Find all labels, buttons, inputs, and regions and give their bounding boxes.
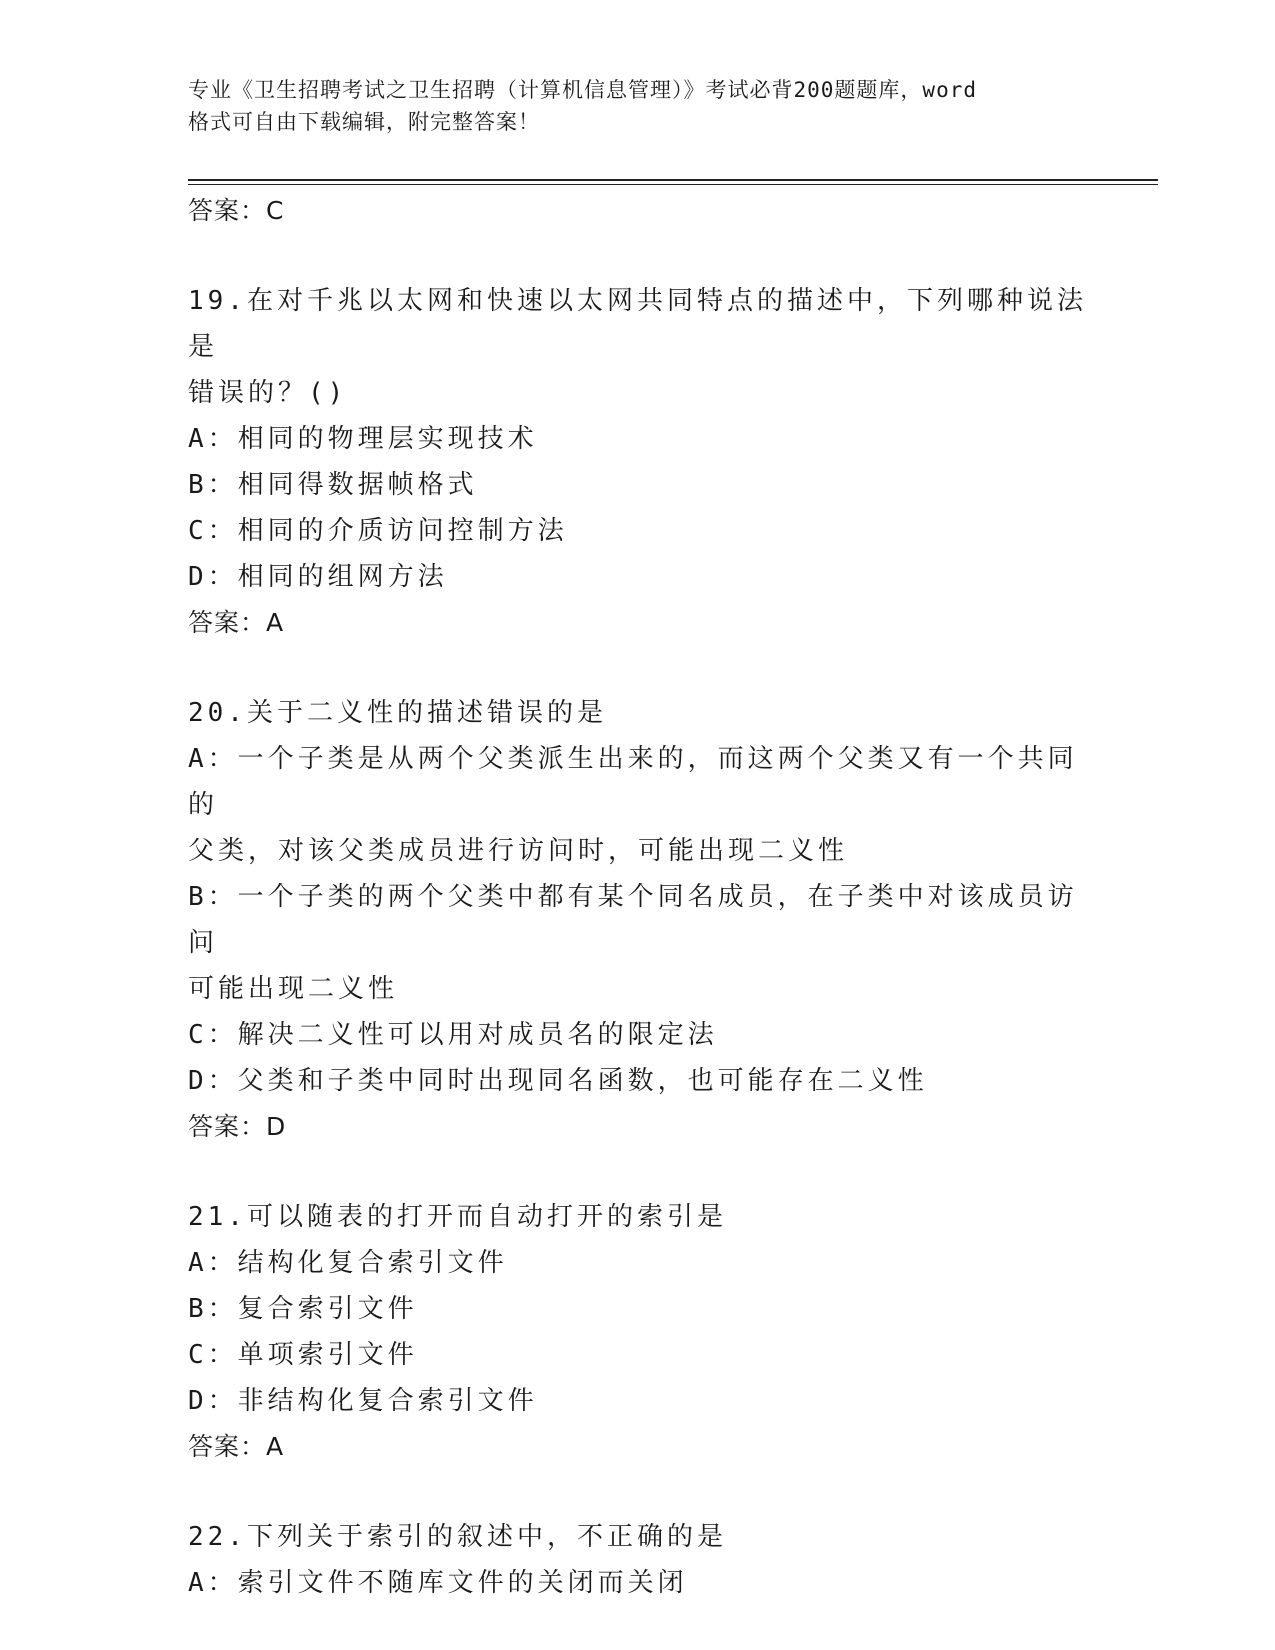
option-line: A：一个子类是从两个父类派生出来的，而这两个父类又有一个共同的 [188,744,1078,820]
answer-line: 答案：D [188,1112,287,1141]
question-block [188,690,1088,1150]
option-line: B：复合索引文件 [188,1294,418,1324]
question-text-line: 20.关于二义性的描述错误的是 [188,698,607,728]
option-line: C：单项索引文件 [188,1340,418,1370]
option-line: D：非结构化复合索引文件 [188,1386,538,1416]
header-divider-thin [188,184,1158,185]
header-line-1: 专业《卫生招聘考试之卫生招聘（计算机信息管理）》考试必背200题题库，word [188,78,977,102]
header-line-2: 格式可自由下载编辑，附完整答案！ [188,110,540,134]
option-line: A：索引文件不随库文件的关闭而关闭 [188,1568,688,1598]
question-block [188,1194,1088,1470]
document-header [188,74,1088,138]
option-line: C：解决二义性可以用对成员名的限定法 [188,1020,718,1050]
question-list [188,188,1088,1606]
option-line: 可能出现二义性 [188,974,399,1004]
question-text-line: 错误的？() [188,378,348,408]
answer-line: 答案：A [188,1432,285,1461]
option-line: D：父类和子类中同时出现同名函数，也可能存在二义性 [188,1066,928,1096]
question-text-line: 21.可以随表的打开而自动打开的索引是 [188,1202,727,1232]
answer-line: 答案：A [188,608,285,637]
option-line: 父类，对该父类成员进行访问时，可能出现二义性 [188,836,849,866]
option-line: D：相同的组网方法 [188,562,448,592]
header-divider-thick [188,179,1158,181]
option-line: A：相同的物理层实现技术 [188,424,538,454]
option-line: B：一个子类的两个父类中都有某个同名成员，在子类中对该成员访问 [188,882,1078,958]
option-line: C：相同的介质访问控制方法 [188,516,568,546]
question-text-line: 22.下列关于索引的叙述中，不正确的是 [188,1522,727,1552]
question-block [188,1514,1088,1606]
answer-line: 答案：C [188,196,285,225]
question-block [188,278,1088,646]
option-line: B：相同得数据帧格式 [188,470,478,500]
option-line: A：结构化复合索引文件 [188,1248,508,1278]
question-text-line: 19.在对千兆以太网和快速以太网共同特点的描述中，下列哪种说法是 [188,286,1087,362]
